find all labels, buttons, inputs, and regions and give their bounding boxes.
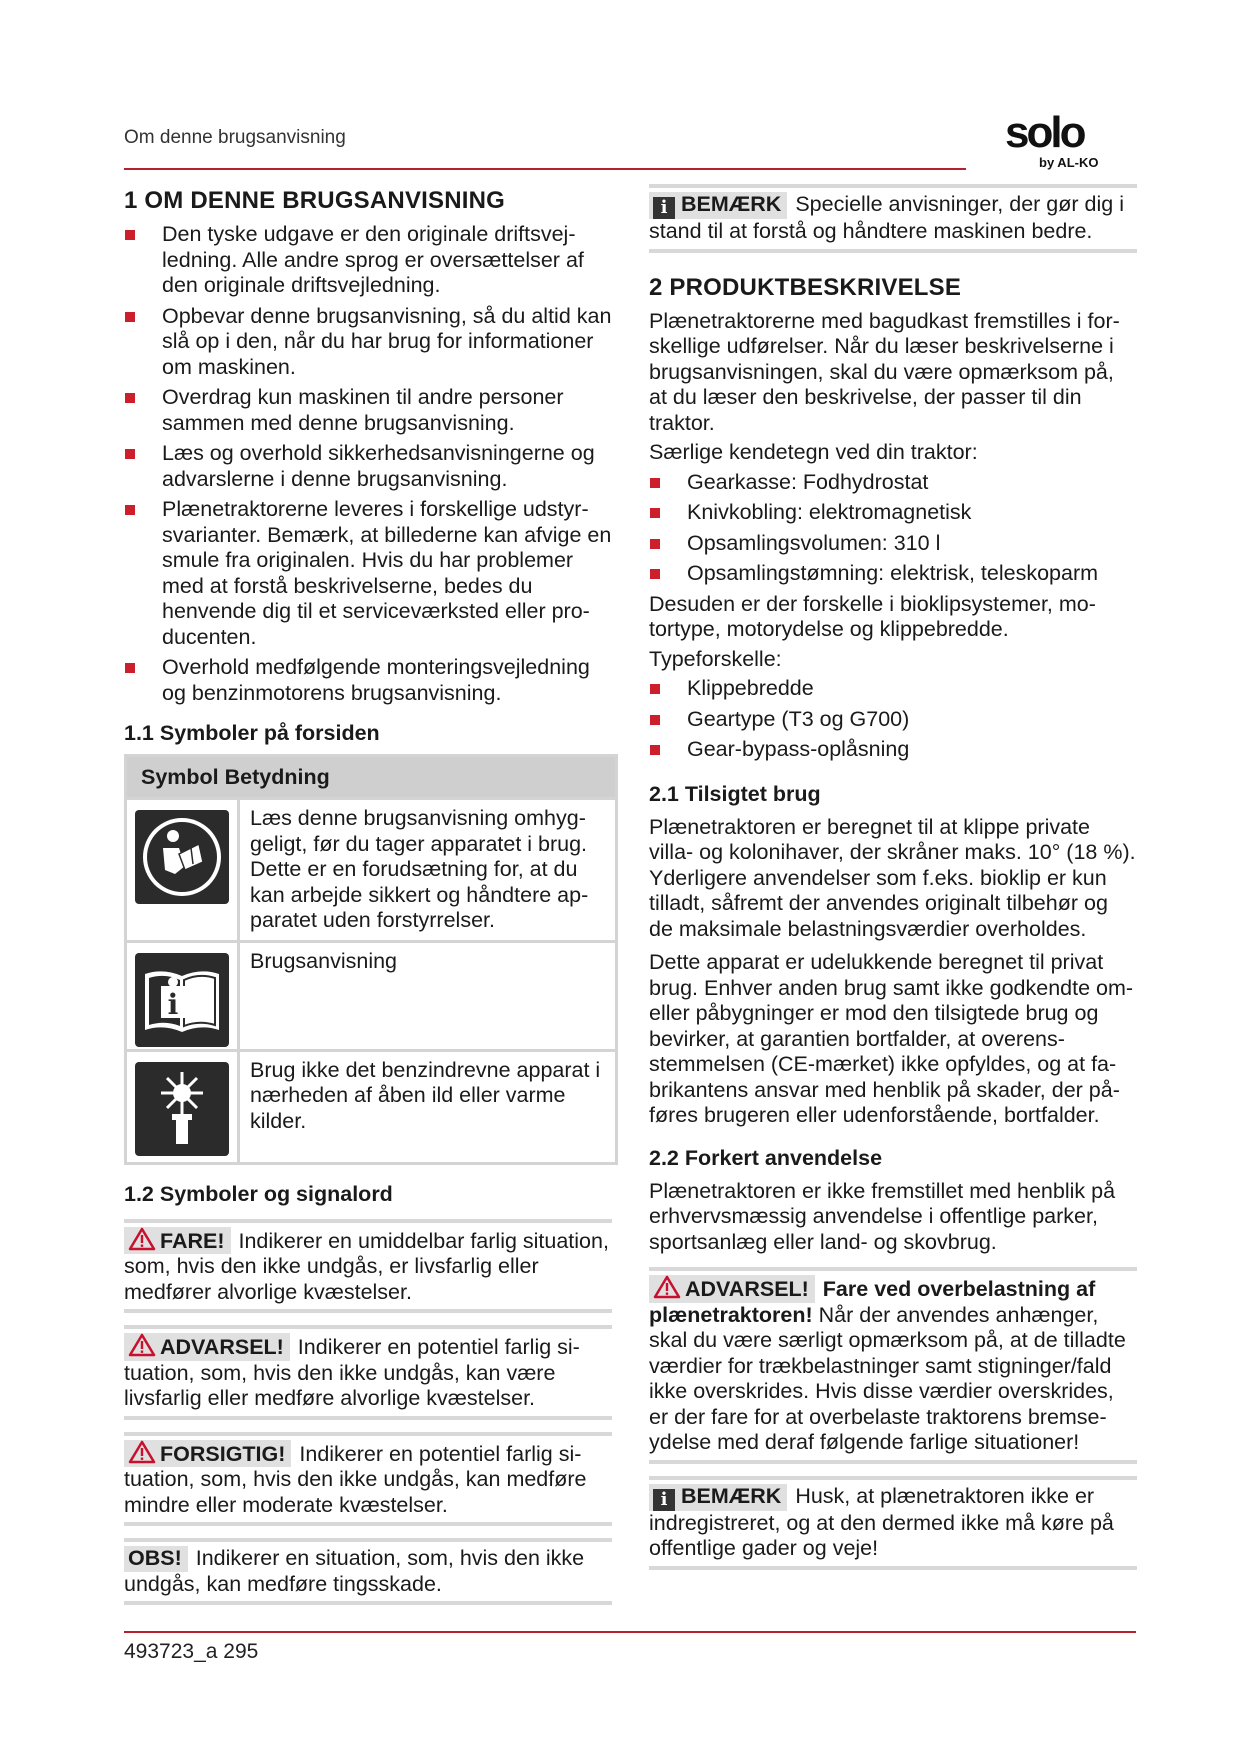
manual-info-icon — [135, 953, 229, 1047]
svg-text:i: i — [167, 987, 179, 1021]
note-word: BEMÆRK — [681, 192, 782, 216]
warning-triangle-icon — [128, 1440, 156, 1464]
read-manual-icon — [135, 810, 229, 904]
list-item: Geartype (T3 og G700) — [649, 707, 1137, 733]
warning-triangle-icon — [653, 1275, 681, 1299]
paragraph: Dette apparat er udelukkende beregnet til privat brug. Enhver anden brug samt ikke godkendte om- eller påbygninger er mod den tilsigtede brug og bevirker, at garantien bortfalder, at overensstemmelsen (CE-mærket) ikke opfyldes, og at fabrikantens ansvar med henblik på skader, der påføres brugeren eller udenforstående, bortfalder. — [649, 950, 1134, 1127]
signal-word: OBS! — [124, 1546, 188, 1572]
logo-subtitle: by AL-KO — [1039, 155, 1099, 170]
warning-triangle-icon — [128, 1227, 156, 1251]
list-item: Læs og overhold sikkerhedsanvisningerne og advarslerne i denne brugsanvisning. — [124, 441, 612, 492]
signal-text: Indikerer en situation, som, hvis den ikke undgås, kan medføre tingsskade. — [124, 1546, 585, 1596]
list-item: Overhold medfølgende monteringsvejledning og benzinmotorens brugsanvisning. — [124, 655, 612, 706]
paragraph: Plænetraktoren er ikke fremstillet med henblik på erhvervsmæssig anvendelse i offentlige parker, sportsanlæg eller land- og skovbrug. — [649, 1178, 1116, 1254]
info-icon: i — [653, 1489, 675, 1511]
left-column — [124, 184, 612, 1617]
feature-list — [649, 470, 1137, 587]
symbol-meaning: Læs denne brugsanvisning omhyggeligt, før du tager apparatet i brug. Dette er en forudsætning for, at du kan arbejde sikkert og håndtere apparatet uden forstyrrelser. — [250, 806, 589, 932]
list-item: Opsamlingsvolumen: 310 l — [649, 531, 1137, 557]
list-item: Opsamlingstømning: elektrisk, teleskoparm — [649, 561, 1137, 587]
signal-fare — [124, 1219, 612, 1314]
list-item: Gearkasse: Fodhydrostat — [649, 470, 1137, 496]
section-2-heading: 2 PRODUKTBESKRIVELSE — [649, 273, 962, 301]
note-text: Husk, at plænetraktoren ikke er indregistreret, og at den dermed ikke må køre på offentlige gader og veje! — [649, 1483, 1114, 1560]
type-list — [649, 676, 1137, 763]
signal-word: FORSIGTIG! — [160, 1441, 286, 1466]
section-1-1-heading: 1.1 Symboler på forsiden — [124, 721, 380, 745]
section-1-heading: 1 OM DENNE BRUGSANVISNING — [124, 187, 506, 214]
symbol-table-header: Symbol Betydning — [127, 757, 615, 797]
footer-rule — [124, 1631, 1136, 1633]
page-number: 493723_a 295 — [124, 1640, 259, 1663]
info-icon: i — [653, 197, 675, 219]
list-item: Gear-bypass-oplåsning — [649, 737, 1137, 763]
warning-triangle-icon — [128, 1333, 156, 1357]
paragraph: Plænetraktorerne med bagudkast fremstilles i forskellige udførelser. Når du læser beskrivelserne i brugsanvisningen, skal du være opmærksom på, at du læser den beskrivelse, der passer til din traktor. — [649, 308, 1120, 435]
signal-text: Indikerer en potentiel farlig situation, som, hvis den ikke undgås, kan være livsfarlig eller medføre alvorlige kvæstelser. — [124, 1335, 580, 1410]
header-rule — [124, 168, 966, 170]
table-row — [127, 1049, 615, 1162]
section-1-2-heading: 1.2 Symboler og signalord — [124, 1181, 393, 1206]
running-header: Om denne brugsanvisning — [124, 127, 346, 148]
logo-wordmark: solo — [1005, 108, 1084, 157]
signal-word: ADVARSEL! — [160, 1335, 284, 1359]
signal-word: ADVARSEL! — [685, 1277, 809, 1301]
paragraph: Plænetraktoren er beregnet til at klippe private villa- og kolonihaver, der skråner maks. 10° (18 %). Yderligere anvendelser som f.eks. bioklip er kun tilladt, såfremt der anvendes originalt tilbehør og de maksimale belastningsværdier overholdes. — [649, 814, 1136, 941]
symbol-table — [124, 754, 618, 1165]
signal-word: FARE! — [160, 1228, 225, 1253]
list-item: Den tyske udgave er den originale driftsvejledning. Alle andre sprog er oversættelser af den originale driftsvejledning. — [124, 222, 612, 299]
table-row — [127, 797, 615, 940]
symbol-meaning: Brugsanvisning — [250, 948, 398, 973]
list-item: Knivkobling: elektromagnetisk — [649, 500, 1137, 526]
signal-obs — [124, 1538, 612, 1605]
paragraph: Særlige kendetegn ved din traktor: — [649, 440, 978, 464]
section-2-2-heading: 2.2 Forkert anvendelse — [649, 1145, 883, 1170]
warning-advarsel — [649, 1267, 1137, 1464]
section-1-bullets — [124, 222, 612, 706]
paragraph: Typeforskelle: — [649, 646, 782, 671]
signal-forsigtig — [124, 1432, 612, 1527]
signal-text: Indikerer en umiddelbar farlig situation, som, hvis den ikke undgås, er livsfarlig eller medfører alvorlige kvæstelser. — [124, 1228, 609, 1304]
no-fire-icon — [135, 1062, 229, 1156]
symbol-meaning: Brug ikke det benzindrevne apparat i nærheden af åben ild eller varme kilder. — [250, 1057, 601, 1133]
section-2-1-heading: 2.1 Tilsigtet brug — [649, 781, 821, 806]
signal-advarsel — [124, 1325, 612, 1420]
list-item: Opbevar denne brugsanvisning, så du altid kan slå op i den, når du har brug for informationer om maskinen. — [124, 304, 612, 381]
paragraph: Desuden er der forskelle i bioklipsystemer, motortype, motorydelse og klippebredde. — [649, 591, 1096, 641]
solo-logo — [1003, 105, 1123, 175]
note-bemaerk-1 — [649, 184, 1137, 253]
table-row — [127, 940, 615, 1049]
warning-text: Når der anvendes anhænger, skal du være særligt opmærksom på, at de tilladte værdier for trækbelastninger samt stigninger/fald ikke overskrides. Hvis disse værdier overskrides, er der fare for at overbelaste traktorens bremseydelse med deraf følgende farlige situationer! — [649, 1302, 1126, 1454]
list-item: Klippebredde — [649, 676, 1137, 702]
list-item: Overdrag kun maskinen til andre personer sammen med denne brugsanvisning. — [124, 385, 612, 436]
note-bemaerk-2 — [649, 1476, 1137, 1570]
list-item: Plænetraktorerne leveres i forskellige udstyrsvarianter. Bemærk, at billederne kan afvige en smule fra originalen. Hvis du har problemer med at forstå beskrivelserne, bedes du henvende dig til et serviceværksted eller producenten. — [124, 497, 612, 650]
note-word: BEMÆRK — [681, 1483, 782, 1508]
warning-title: Fare ved overbelastning af plænetraktoren! — [649, 1277, 1096, 1327]
signal-text: Indikerer en potentiel farlig situation, som, hvis den ikke undgås, kan medføre mindre eller moderate kvæstelser. — [124, 1441, 587, 1517]
right-column — [649, 184, 1137, 1582]
note-text: Specielle anvisninger, der gør dig i stand til at forstå og håndtere maskinen bedre. — [649, 192, 1124, 243]
